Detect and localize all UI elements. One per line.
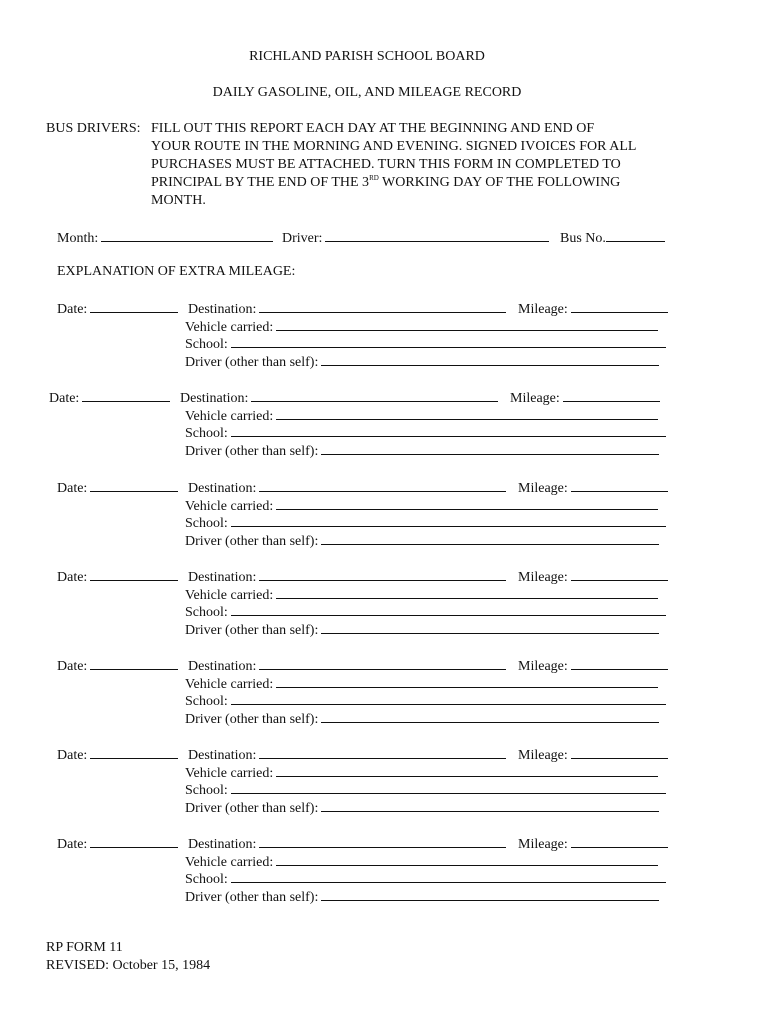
vehicle-input[interactable] xyxy=(276,405,658,420)
vehicle-input[interactable] xyxy=(276,762,658,777)
mileage-label: Mileage: xyxy=(518,748,568,763)
destination-label: Destination: xyxy=(188,748,257,763)
other-driver-label: Driver (other than self): xyxy=(185,534,319,549)
bus-no-label: Bus No. xyxy=(560,231,606,246)
mileage-label: Mileage: xyxy=(518,659,568,674)
other-driver-input[interactable] xyxy=(321,708,659,723)
revision-date: REVISED: October 15, 1984 xyxy=(46,958,211,973)
destination-label: Destination: xyxy=(188,659,257,674)
other-driver-field xyxy=(185,886,659,907)
other-driver-label: Driver (other than self): xyxy=(185,712,319,727)
date-input[interactable] xyxy=(90,477,178,492)
school-input[interactable] xyxy=(231,333,666,348)
vehicle-input[interactable] xyxy=(276,584,658,599)
school-input[interactable] xyxy=(231,512,666,527)
vehicle-input[interactable] xyxy=(276,495,658,510)
mileage-input[interactable] xyxy=(571,744,668,759)
date-label: Date: xyxy=(57,481,88,496)
other-driver-label: Driver (other than self): xyxy=(185,444,319,459)
school-label: School: xyxy=(185,426,228,441)
school-input[interactable] xyxy=(231,690,666,705)
date-input[interactable] xyxy=(90,833,178,848)
vehicle-label: Vehicle carried: xyxy=(185,677,274,692)
vehicle-label: Vehicle carried: xyxy=(185,499,274,514)
other-driver-field xyxy=(185,440,659,461)
date-field xyxy=(57,566,178,587)
destination-input[interactable] xyxy=(259,744,506,759)
other-driver-label: Driver (other than self): xyxy=(185,801,319,816)
date-field xyxy=(49,387,170,408)
date-input[interactable] xyxy=(90,566,178,581)
date-input[interactable] xyxy=(90,298,178,313)
other-driver-label: Driver (other than self): xyxy=(185,890,319,905)
school-label: School: xyxy=(185,694,228,709)
destination-label: Destination: xyxy=(188,302,257,317)
school-input[interactable] xyxy=(231,422,666,437)
date-input[interactable] xyxy=(82,387,170,402)
date-label: Date: xyxy=(57,837,88,852)
other-driver-input[interactable] xyxy=(321,440,659,455)
bus-no-input[interactable] xyxy=(606,227,665,242)
date-field xyxy=(57,744,178,765)
date-label: Date: xyxy=(57,748,88,763)
form-title: DAILY GASOLINE, OIL, AND MILEAGE RECORD xyxy=(212,85,522,100)
bus-no-field xyxy=(560,227,665,248)
other-driver-input[interactable] xyxy=(321,619,659,634)
mileage-label: Mileage: xyxy=(510,391,560,406)
other-driver-field xyxy=(185,708,659,729)
driver-input[interactable] xyxy=(325,227,549,242)
instructions-text-part: PRINCIPAL BY THE END OF THE 3 xyxy=(151,175,370,190)
instructions-line: YOUR ROUTE IN THE MORNING AND EVENING. SIGNED IVOICES FOR ALL xyxy=(151,139,637,154)
footer xyxy=(46,939,210,975)
instructions-line xyxy=(151,174,696,192)
other-driver-input[interactable] xyxy=(321,886,659,901)
instructions-line: PURCHASES MUST BE ATTACHED. TURN THIS FORM IN COMPLETED TO xyxy=(151,157,621,172)
mileage-label: Mileage: xyxy=(518,481,568,496)
other-driver-input[interactable] xyxy=(321,530,659,545)
date-field xyxy=(57,833,178,854)
mileage-input[interactable] xyxy=(563,387,660,402)
date-field xyxy=(57,298,178,319)
mileage-label: Mileage: xyxy=(518,302,568,317)
destination-input[interactable] xyxy=(259,655,506,670)
school-label: School: xyxy=(185,337,228,352)
school-label: School: xyxy=(185,872,228,887)
school-label: School: xyxy=(185,605,228,620)
mileage-input[interactable] xyxy=(571,566,668,581)
instructions-line: FILL OUT THIS REPORT EACH DAY AT THE BEGINNING AND END OF xyxy=(151,121,595,136)
vehicle-input[interactable] xyxy=(276,673,658,688)
other-driver-label: Driver (other than self): xyxy=(185,355,319,370)
vehicle-label: Vehicle carried: xyxy=(185,320,274,335)
other-driver-input[interactable] xyxy=(321,351,659,366)
destination-input[interactable] xyxy=(259,477,506,492)
other-driver-input[interactable] xyxy=(321,797,659,812)
destination-input[interactable] xyxy=(251,387,498,402)
school-input[interactable] xyxy=(231,868,666,883)
destination-label: Destination: xyxy=(188,481,257,496)
destination-label: Destination: xyxy=(188,837,257,852)
date-label: Date: xyxy=(57,570,88,585)
instructions-label: BUS DRIVERS: xyxy=(46,121,141,136)
date-label: Date: xyxy=(49,391,80,406)
mileage-input[interactable] xyxy=(571,655,668,670)
other-driver-field xyxy=(185,797,659,818)
vehicle-label: Vehicle carried: xyxy=(185,766,274,781)
destination-label: Destination: xyxy=(180,391,249,406)
explanation-heading: EXPLANATION OF EXTRA MILEAGE: xyxy=(57,264,296,279)
school-label: School: xyxy=(185,783,228,798)
mileage-label: Mileage: xyxy=(518,837,568,852)
vehicle-input[interactable] xyxy=(276,316,658,331)
instructions-line: MONTH. xyxy=(151,193,206,208)
destination-input[interactable] xyxy=(259,833,506,848)
other-driver-label: Driver (other than self): xyxy=(185,623,319,638)
school-label: School: xyxy=(185,516,228,531)
driver-label: Driver: xyxy=(282,231,323,246)
date-field xyxy=(57,655,178,676)
date-input[interactable] xyxy=(90,744,178,759)
destination-label: Destination: xyxy=(188,570,257,585)
date-label: Date: xyxy=(57,302,88,317)
ordinal-suffix: RD xyxy=(369,174,379,182)
vehicle-input[interactable] xyxy=(276,851,658,866)
vehicle-label: Vehicle carried: xyxy=(185,855,274,870)
vehicle-label: Vehicle carried: xyxy=(185,409,274,424)
vehicle-label: Vehicle carried: xyxy=(185,588,274,603)
school-input[interactable] xyxy=(231,779,666,794)
destination-input[interactable] xyxy=(259,298,506,313)
month-field xyxy=(57,227,273,248)
school-input[interactable] xyxy=(231,601,666,616)
instructions-text-part: WORKING DAY OF THE FOLLOWING xyxy=(378,175,621,190)
mileage-input[interactable] xyxy=(571,477,668,492)
other-driver-field xyxy=(185,530,659,551)
form-number: RP FORM 11 xyxy=(46,940,123,955)
mileage-input[interactable] xyxy=(571,298,668,313)
instructions-text xyxy=(151,120,696,210)
date-field xyxy=(57,477,178,498)
month-input[interactable] xyxy=(101,227,273,242)
date-label: Date: xyxy=(57,659,88,674)
date-input[interactable] xyxy=(90,655,178,670)
month-label: Month: xyxy=(57,231,99,246)
mileage-label: Mileage: xyxy=(518,570,568,585)
driver-field xyxy=(282,227,549,248)
org-name: RICHLAND PARISH SCHOOL BOARD xyxy=(249,49,485,64)
mileage-input[interactable] xyxy=(571,833,668,848)
destination-input[interactable] xyxy=(259,566,506,581)
other-driver-field xyxy=(185,619,659,640)
other-driver-field xyxy=(185,351,659,372)
